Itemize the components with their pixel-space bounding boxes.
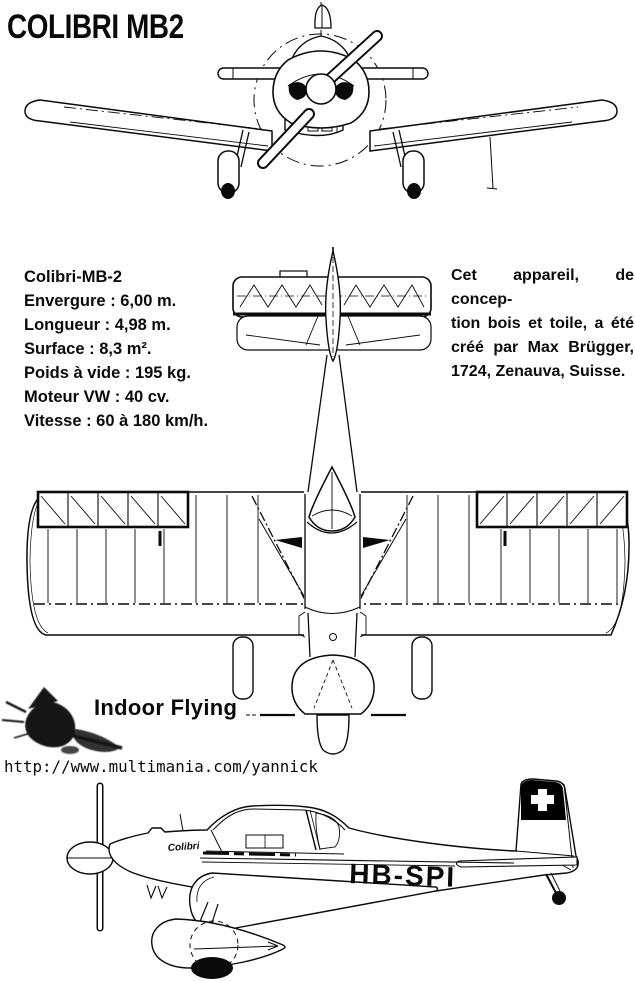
nose-cowl-top [292, 655, 374, 714]
wing-left [25, 100, 272, 151]
nose-art-text: Colibri [167, 840, 200, 854]
description-line: 1724, Zenauva, Suisse. [451, 363, 626, 380]
spec-line-moteur: Moteur VW : 40 cv. [24, 388, 170, 406]
registration-text: HB-SPI [348, 858, 457, 893]
fin [315, 5, 331, 28]
page-title: COLIBRI MB2 [7, 8, 184, 46]
gear-pant-left-top [233, 637, 253, 699]
exhaust-stubs [147, 885, 167, 898]
spinner [306, 74, 336, 104]
spec-line-vitesse: Vitesse : 60 à 180 km/h. [24, 412, 209, 430]
description-paragraph [451, 264, 634, 384]
site-url: http://www.multimania.com/yannick [4, 757, 318, 776]
swiss-flag [521, 780, 566, 820]
description-line: tion bois et toile, a été [451, 315, 634, 332]
description-line: créé par Max Brügger, [451, 339, 634, 356]
tire [191, 957, 233, 979]
spinner-side [67, 842, 113, 874]
aileron-right [477, 492, 627, 527]
spec-line-surface: Surface : 8,3 m². [24, 340, 152, 358]
description-line: Cet appareil, de concep- [451, 267, 634, 308]
fuselage-side [109, 779, 578, 898]
aileron-left [38, 492, 188, 527]
spec-line-envergure: Envergure : 6,00 m. [24, 292, 177, 310]
rudder [326, 251, 341, 361]
wing-right [370, 100, 617, 151]
side-view-drawing [0, 770, 635, 982]
tailwheel [546, 873, 566, 905]
gear-pant-right-top [412, 637, 432, 699]
spec-heading: Colibri-MB-2 [24, 268, 123, 286]
spec-block [24, 265, 208, 433]
spinner-top [317, 715, 349, 754]
pitot-tube [487, 137, 497, 189]
logo-text: Indoor Flying [94, 695, 238, 720]
spec-line-poids: Poids à vide : 195 kg. [24, 364, 191, 382]
spec-line-longueur: Longueur : 4,98 m. [24, 316, 171, 334]
cowl-antenna [180, 814, 183, 831]
